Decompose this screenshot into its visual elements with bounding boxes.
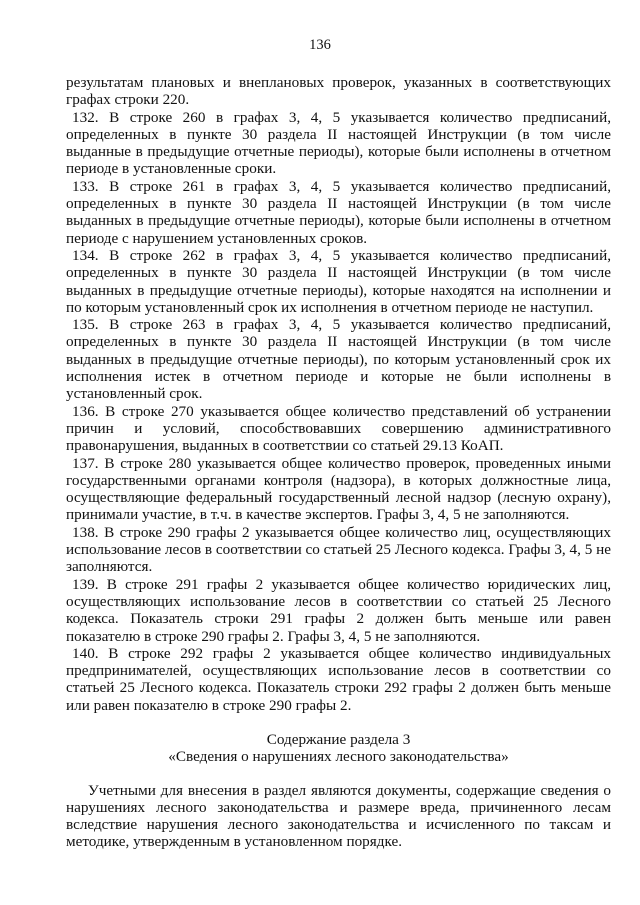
paragraph-continuation: результатам плановых и внеплановых проверок, указанных в соответствующих графах строки 220. — [66, 74, 611, 109]
paragraph-item-134: 134. В строке 262 в графах 3, 4, 5 указывается количество предписаний, определенных в пункте 30 раздела II настоящей Инструкции (в том числе выданных в предыдущие отчетные периоды), которые находятся на исполнении и по которым установленный срок их исполнения в отчетном периоде не наступил. — [66, 246, 611, 316]
document-body — [66, 74, 611, 851]
section-subheading: «Сведения о нарушениях лесного законодательства» — [168, 748, 509, 766]
page-number: 136 — [309, 37, 331, 53]
paragraph-item-135: 135. В строке 263 в графах 3, 4, 5 указывается количество предписаний, определенных в пункте 30 раздела II настоящей Инструкции (в том числе выданных в предыдущие отчетные периоды), по которым установленный срок их исполнения истек в отчетном периоде и которые не были исполнены в установленный срок. — [66, 316, 611, 403]
section-heading: Содержание раздела 3 — [266, 730, 411, 748]
paragraph-item-133: 133. В строке 261 в графах 3, 4, 5 указывается количество предписаний, определенных в пункте 30 раздела II настоящей Инструкции (в том числе выданных в предыдущие отчетные периоды), которые были исполнены в отчетном периоде с нарушением установленных сроков. — [66, 177, 611, 247]
paragraph-item-137: 137. В строке 280 указывается общее количество проверок, проведенных иными государственными органами контроля (надзора), в которых должностные лица, осуществляющие федеральный государственный лесной надзор (лесную охрану), принимали участие, в т.ч. в качестве экспертов. Графы 3, 4, 5 не заполняются. — [66, 454, 611, 524]
paragraph-item-140: 140. В строке 292 графы 2 указывается общее количество индивидуальных предпринимателей, осуществляющих использование лесов в соответствии со статьей 25 Лесного кодекса. Показатель строки 292 графы 2 должен быть меньше или равен показателю в строке 290 графы 2. — [66, 644, 611, 714]
paragraph-item-132: 132. В строке 260 в графах 3, 4, 5 указывается количество предписаний, определенных в пункте 30 раздела II настоящей Инструкции (в том числе выданные в предыдущие отчетные периоды), которые были исполнены в отчетном периоде в установленные сроки. — [66, 108, 611, 178]
section-heading-block — [66, 731, 611, 766]
paragraph-item-138: 138. В строке 290 графы 2 указывается общее количество лиц, осуществляющих использование лесов в соответствии со статьей 25 Лесного кодекса. Графы 3, 4, 5 не заполняются. — [66, 523, 611, 576]
paragraph-item-139: 139. В строке 291 графы 2 указывается общее количество юридических лиц, осуществляющих использование лесов в соответствии со статьей 25 Лесного кодекса. Показатель строки 291 графы 2 должен быть меньше или равен показателю в строке 290 графы 2. Графы 3, 4, 5 не заполняются. — [66, 575, 611, 645]
paragraph-item-136: 136. В строке 270 указывается общее количество представлений об устранении причин и условий, способствовавших совершению административного правонарушения, выданных в соответствии со статьей 29.13 КоАП. — [66, 402, 611, 455]
section-lead-paragraph: Учетными для внесения в раздел являются документы, содержащие сведения о нарушениях лесного законодательства и размере вреда, причиненного лесам вследствие нарушения лесного законодательства и исчисленного по таксам и методике, утвержденным в установленном порядке. — [66, 781, 611, 851]
